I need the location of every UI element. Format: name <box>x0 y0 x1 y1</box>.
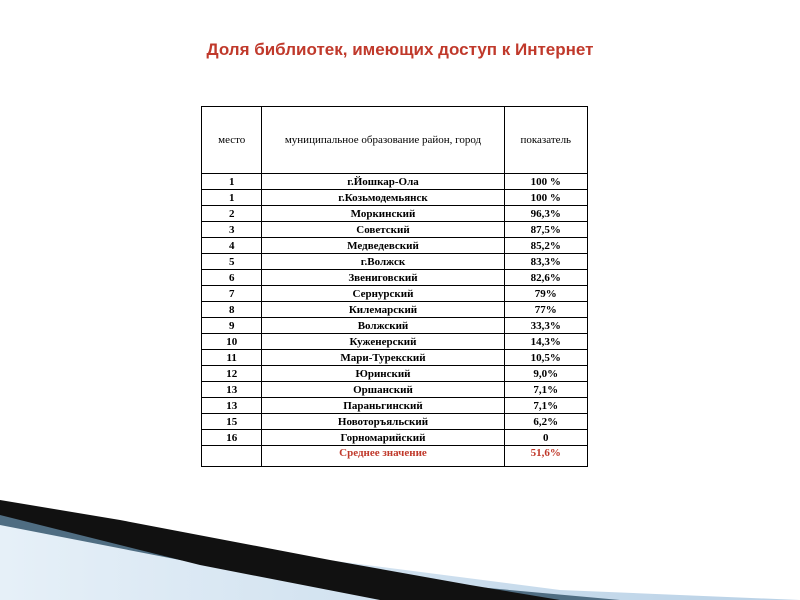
table-row <box>202 206 588 222</box>
table-row <box>202 254 588 270</box>
table-row <box>202 238 588 254</box>
cell-place: 11 <box>202 350 262 366</box>
table-row <box>202 430 588 446</box>
table-body <box>202 174 588 467</box>
cell-municipality: Сернурский <box>262 286 504 302</box>
cell-municipality: Волжский <box>262 318 504 334</box>
cell-municipality: г.Волжск <box>262 254 504 270</box>
cell-place: 13 <box>202 382 262 398</box>
cell-place: 10 <box>202 334 262 350</box>
cell-indicator: 14,3% <box>504 334 587 350</box>
table-row <box>202 350 588 366</box>
table-row <box>202 398 588 414</box>
cell-indicator: 96,3% <box>504 206 587 222</box>
slide-title: Доля библиотек, имеющих доступ к Интернет <box>206 40 594 59</box>
cell-municipality: Килемарский <box>262 302 504 318</box>
cell-indicator: 79% <box>504 286 587 302</box>
table-row <box>202 414 588 430</box>
cell-indicator: 7,1% <box>504 398 587 414</box>
cell-municipality: Медведевский <box>262 238 504 254</box>
cell-municipality: Звениговский <box>262 270 504 286</box>
cell-municipality: Советский <box>262 222 504 238</box>
cell-municipality: Горномарийский <box>262 430 504 446</box>
cell-indicator: 82,6% <box>504 270 587 286</box>
cell-indicator: 77% <box>504 302 587 318</box>
cell-indicator: 100 % <box>504 190 587 206</box>
cell-place: 7 <box>202 286 262 302</box>
table-header-row <box>202 107 588 174</box>
cell-indicator: 6,2% <box>504 414 587 430</box>
cell-place: 1 <box>202 190 262 206</box>
table-row <box>202 302 588 318</box>
cell-place: 8 <box>202 302 262 318</box>
cell-municipality: Моркинский <box>262 206 504 222</box>
cell-indicator: 10,5% <box>504 350 587 366</box>
cell-indicator: 33,3% <box>504 318 587 334</box>
cell-place: 16 <box>202 430 262 446</box>
average-row <box>202 446 588 467</box>
cell-place: 6 <box>202 270 262 286</box>
cell-indicator: 0 <box>504 430 587 446</box>
table-row <box>202 270 588 286</box>
average-label: Среднее значение <box>262 446 504 467</box>
cell-place: 3 <box>202 222 262 238</box>
cell-municipality: Куженерский <box>262 334 504 350</box>
cell-place: 9 <box>202 318 262 334</box>
header-place: место <box>202 107 262 174</box>
cell-place: 5 <box>202 254 262 270</box>
cell-municipality: г.Козьмодемьянск <box>262 190 504 206</box>
cell-indicator: 9,0% <box>504 366 587 382</box>
table-row <box>202 318 588 334</box>
table-row <box>202 366 588 382</box>
header-indicator: показатель <box>504 107 587 174</box>
cell-municipality: Мари-Турекский <box>262 350 504 366</box>
table-row <box>202 382 588 398</box>
cell-municipality: Оршанский <box>262 382 504 398</box>
library-internet-table <box>201 106 588 467</box>
cell-municipality: Новоторъяльский <box>262 414 504 430</box>
cell-indicator: 87,5% <box>504 222 587 238</box>
table-row <box>202 174 588 190</box>
table-row <box>202 222 588 238</box>
table-row <box>202 190 588 206</box>
cell-indicator: 85,2% <box>504 238 587 254</box>
table-row <box>202 334 588 350</box>
average-value: 51,6% <box>504 446 587 467</box>
cell-place: 12 <box>202 366 262 382</box>
cell-place: 13 <box>202 398 262 414</box>
cell-indicator: 7,1% <box>504 382 587 398</box>
table-row <box>202 286 588 302</box>
cell-place: 15 <box>202 414 262 430</box>
cell-municipality: г.Йошкар-Ола <box>262 174 504 190</box>
cell-indicator: 83,3% <box>504 254 587 270</box>
cell-place: 2 <box>202 206 262 222</box>
cell-indicator: 100 % <box>504 174 587 190</box>
cell-place: 4 <box>202 238 262 254</box>
cell-place-empty <box>202 446 262 467</box>
header-municipality: муниципальное образование район, город <box>262 107 504 174</box>
cell-municipality: Параньгинский <box>262 398 504 414</box>
decorative-swoosh <box>0 480 800 600</box>
cell-municipality: Юринский <box>262 366 504 382</box>
cell-place: 1 <box>202 174 262 190</box>
